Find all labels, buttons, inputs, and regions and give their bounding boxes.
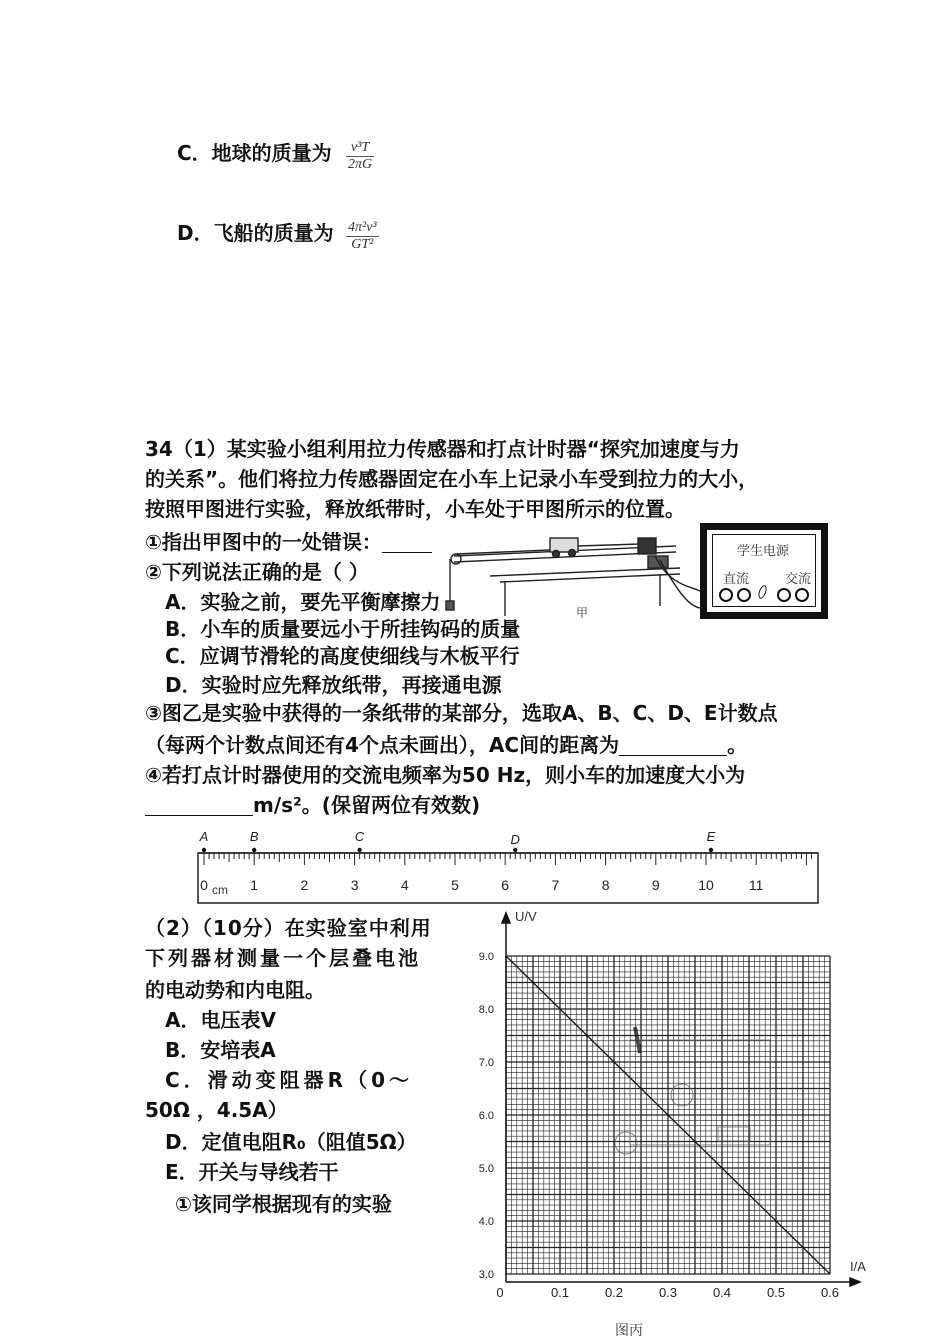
y-tick-label: 6.0 <box>478 1110 494 1122</box>
ruler-number: 8 <box>601 877 610 893</box>
ruler-number: 6 <box>501 877 510 893</box>
apparatus-figure <box>440 516 700 626</box>
tape-point <box>513 848 517 852</box>
dc-terminal-2-icon <box>737 588 751 602</box>
q34-option-c: C．应调节滑轮的高度使细线与木板平行 <box>165 644 520 668</box>
tape-point-label: B <box>249 829 259 844</box>
q34-part2-option-e: E．开关与导线若干 <box>165 1160 339 1184</box>
q34-part2-line-3: 的电动势和内电阻。 <box>145 978 325 1002</box>
option-c-text: C．地球的质量为 <box>177 141 332 165</box>
formula-d <box>346 220 379 253</box>
formula-c <box>346 140 374 173</box>
formula-d-denominator: GT² <box>346 236 379 253</box>
ruler-number: 1 <box>250 877 259 893</box>
tape-point <box>709 848 713 852</box>
timer <box>638 538 656 554</box>
q34-option-a: A．实验之前，要先平衡摩擦力 <box>165 590 441 614</box>
hook-weight <box>446 601 454 610</box>
answer-blank-1[interactable] <box>382 530 432 553</box>
chart-caption: 图丙 <box>615 1322 643 1338</box>
ruler-number: 4 <box>400 877 409 893</box>
x-tick-label: 0.2 <box>604 1285 624 1300</box>
power-supply-title: 学生电源 <box>737 544 790 559</box>
q34-part2-option-c-cont: 50Ω ，4.5A） <box>145 1098 288 1122</box>
tape-point-label: A <box>199 829 209 844</box>
q34-part2-option-d: D．定值电阻R₀（阻值5Ω） <box>165 1130 417 1154</box>
q34-item-3-text: （每两个计数点间还有4个点未画出），AC间的距离为 <box>145 733 620 757</box>
q34-part2-line-1: （2）（10分）在实验室中利用 <box>145 916 432 940</box>
ac-terminal-1-icon <box>777 588 791 602</box>
ruler-number: 7 <box>551 877 560 893</box>
ruler-number: 9 <box>651 877 660 893</box>
y-tick-label: 8.0 <box>478 1004 494 1016</box>
tape-point <box>357 848 361 852</box>
ui-graph <box>460 905 880 1340</box>
q34-part2-line-2: 下列器材测量一个层叠电池 <box>145 946 421 970</box>
q34-item-3-line-1: ③图乙是实验中获得的一条纸带的某部分，选取A、B、C、D、E计数点 <box>145 701 778 725</box>
x-tick-labels <box>496 1285 839 1300</box>
q34-part2-option-c: C．滑动变阻器R（0～ <box>165 1068 413 1092</box>
figure-jia-caption: 甲 <box>576 606 589 620</box>
ac-label: 交流 <box>785 572 812 587</box>
q34-item-4-line-1: ④若打点计时器使用的交流电频率为50 Hz，则小车的加速度大小为 <box>145 763 746 787</box>
ruler-unit: cm <box>212 883 228 897</box>
option-d-text: D．飞船的质量为 <box>177 221 334 245</box>
power-supply <box>700 523 828 619</box>
x-tick-label: 0.1 <box>550 1285 570 1300</box>
q34-part2-option-b: B．安培表A <box>165 1038 276 1062</box>
x-axis-label: I/A <box>850 1259 866 1274</box>
tape-point <box>202 848 206 852</box>
y-tick-label: 3.0 <box>478 1269 494 1281</box>
tape-point-label: C <box>354 829 365 844</box>
q34-item-1 <box>145 527 432 557</box>
x-tick-label: 0.3 <box>658 1285 678 1300</box>
x-tick-label: 0.4 <box>712 1285 732 1300</box>
q34-item-3-line-2 <box>145 730 747 760</box>
q34-item-4-line-2 <box>145 790 480 820</box>
q34-part2-item-1: ①该同学根据现有的实验 <box>175 1192 392 1216</box>
dc-terminal-1-icon <box>719 588 733 602</box>
y-tick-label: 5.0 <box>478 1163 494 1175</box>
ruler-points <box>199 829 716 852</box>
y-tick-label: 4.0 <box>478 1216 494 1228</box>
x-tick-label: 0 <box>496 1285 504 1300</box>
ac-terminal-2-icon <box>795 588 809 602</box>
ruler-number: 5 <box>451 877 459 893</box>
formula-c-numerator: v³T <box>350 140 370 155</box>
q34-intro-line-1: 34（1）某实验小组利用拉力传感器和打点计时器“探究加速度与力 <box>145 437 740 461</box>
answer-blank-ac[interactable] <box>619 733 727 756</box>
ruler-number: 0 <box>200 877 208 893</box>
y-tick-label: 7.0 <box>478 1057 494 1069</box>
ruler-number: 11 <box>748 877 764 893</box>
q34-part2-option-a: A．电压表V <box>165 1008 276 1032</box>
ruler-number: 2 <box>300 877 309 893</box>
y-tick-label: 9.0 <box>478 951 494 963</box>
q34-intro-line-3: 按照甲图进行实验，释放纸带时，小车处于甲图所示的位置。 <box>145 497 685 521</box>
formula-c-denominator: 2πG <box>348 157 373 172</box>
answer-blank-acceleration[interactable] <box>145 793 253 816</box>
tape-point <box>252 848 256 852</box>
x-tick-label: 0.5 <box>766 1285 786 1300</box>
q34-option-b: B．小车的质量要远小于所挂钩码的质量 <box>165 617 521 641</box>
x-tick-label: 0.6 <box>820 1285 840 1300</box>
ruler-number: 3 <box>350 877 359 893</box>
formula-d-numerator: 4π²v³ <box>348 220 377 235</box>
axes <box>502 913 860 1286</box>
y-axis-label: U/V <box>515 909 537 924</box>
tape-point-label: D <box>510 832 520 847</box>
paper-tape <box>578 544 640 546</box>
q34-item-2: ②下列说法正确的是（ ） <box>145 560 369 584</box>
tape-point-label: E <box>706 829 716 844</box>
q34-option-d: D．实验时应先释放纸带，再接通电源 <box>165 673 502 697</box>
dc-label: 直流 <box>723 572 750 587</box>
q34-item-3-end: 。 <box>727 733 748 757</box>
ruler-number: 10 <box>698 877 714 893</box>
ruler-figure <box>180 826 830 910</box>
q34-intro-line-2: 的关系”。他们将拉力传感器固定在小车上记录小车受到拉力的大小， <box>145 467 759 491</box>
q34-item-1-text: ①指出甲图中的一处错误： <box>145 530 382 554</box>
y-tick-labels <box>479 951 494 1281</box>
q34-item-4-text: m/s²。(保留两位有效数) <box>253 793 481 817</box>
